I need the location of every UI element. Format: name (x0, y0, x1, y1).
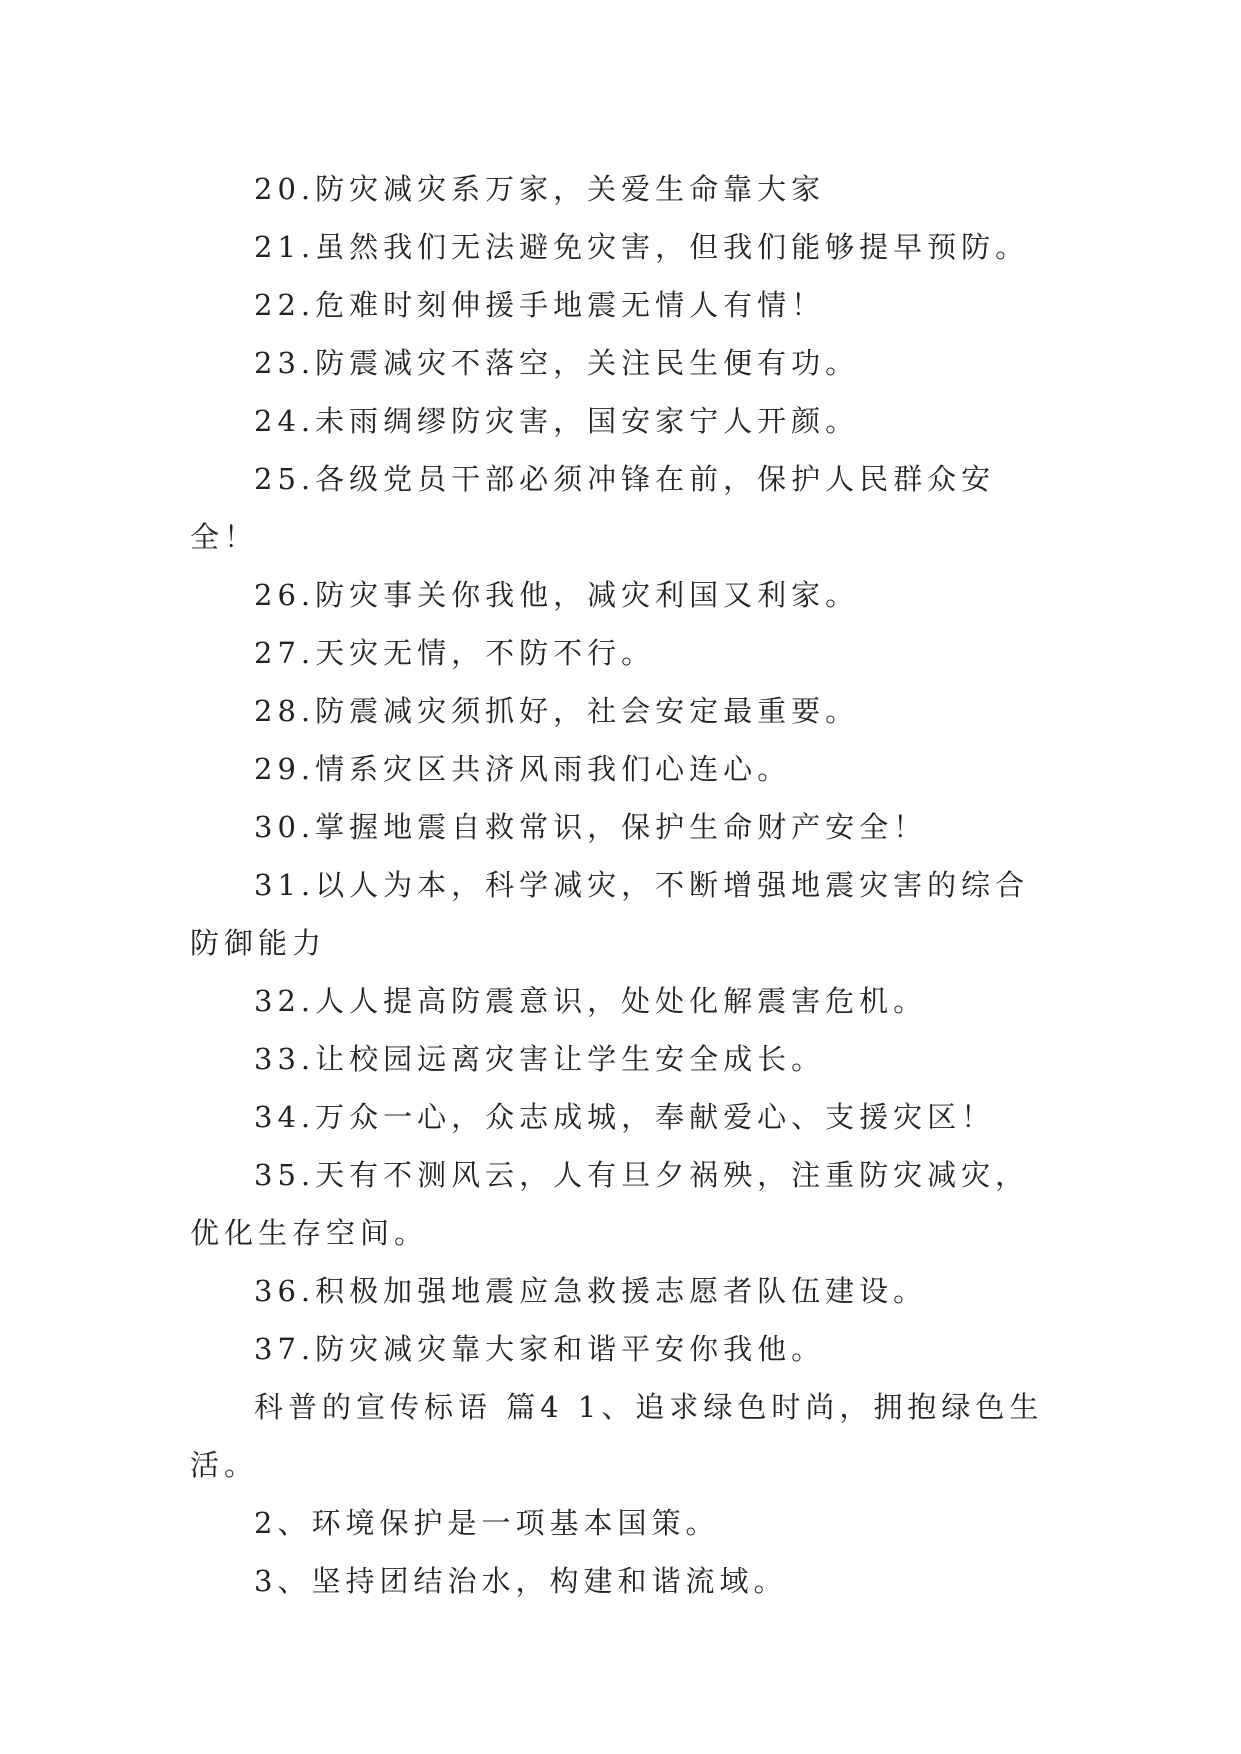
paragraph: 21.虽然我们无法避免灾害，但我们能够提早预防。 (254, 230, 1030, 264)
paragraph: 37.防灾减灾靠大家和谐平安你我他。 (254, 1332, 826, 1366)
paragraph: 25.各级党员干部必须冲锋在前，保护人民群众安全！ (190, 462, 996, 554)
paragraph: 33.让校园远离灾害让学生安全成长。 (254, 1042, 826, 1076)
paragraph: 2、环境保护是一项基本国策。 (254, 1506, 720, 1540)
paragraph: 28.防震减灾须抓好，社会安定最重要。 (254, 694, 860, 728)
paragraph: 30.掌握地震自救常识，保护生命财产安全！ (254, 810, 928, 844)
paragraph: 32.人人提高防震意识，处处化解震害危机。 (254, 984, 928, 1018)
paragraph: 20.防灾减灾系万家，关爱生命靠大家 (254, 172, 826, 206)
paragraph: 31.以人为本，科学减灾，不断增强地震灾害的综合防御能力 (190, 868, 1030, 960)
section-heading-paragraph: 科普的宣传标语 篇4 1、追求绿色时尚，拥抱绿色生活。 (190, 1390, 1044, 1482)
paragraph: 24.未雨绸缪防灾害，国安家宁人开颜。 (254, 404, 860, 438)
paragraph: 22.危难时刻伸援手地震无情人有情！ (254, 288, 826, 322)
paragraph: 27.天灾无情，不防不行。 (254, 636, 656, 670)
paragraph: 34.万众一心，众志成城，奉献爱心、支援灾区！ (254, 1100, 996, 1134)
document-body (190, 160, 1050, 1610)
paragraph: 26.防灾事关你我他，减灾利国又利家。 (254, 578, 860, 612)
paragraph: 36.积极加强地震应急救援志愿者队伍建设。 (254, 1274, 928, 1308)
paragraph: 29.情系灾区共济风雨我们心连心。 (254, 752, 792, 786)
paragraph: 3、坚持团结治水，构建和谐流域。 (254, 1564, 788, 1598)
paragraph: 35.天有不测风云，人有旦夕祸殃，注重防灾减灾，优化生存空间。 (190, 1158, 1030, 1250)
paragraph: 23.防震减灾不落空，关注民生便有功。 (254, 346, 860, 380)
